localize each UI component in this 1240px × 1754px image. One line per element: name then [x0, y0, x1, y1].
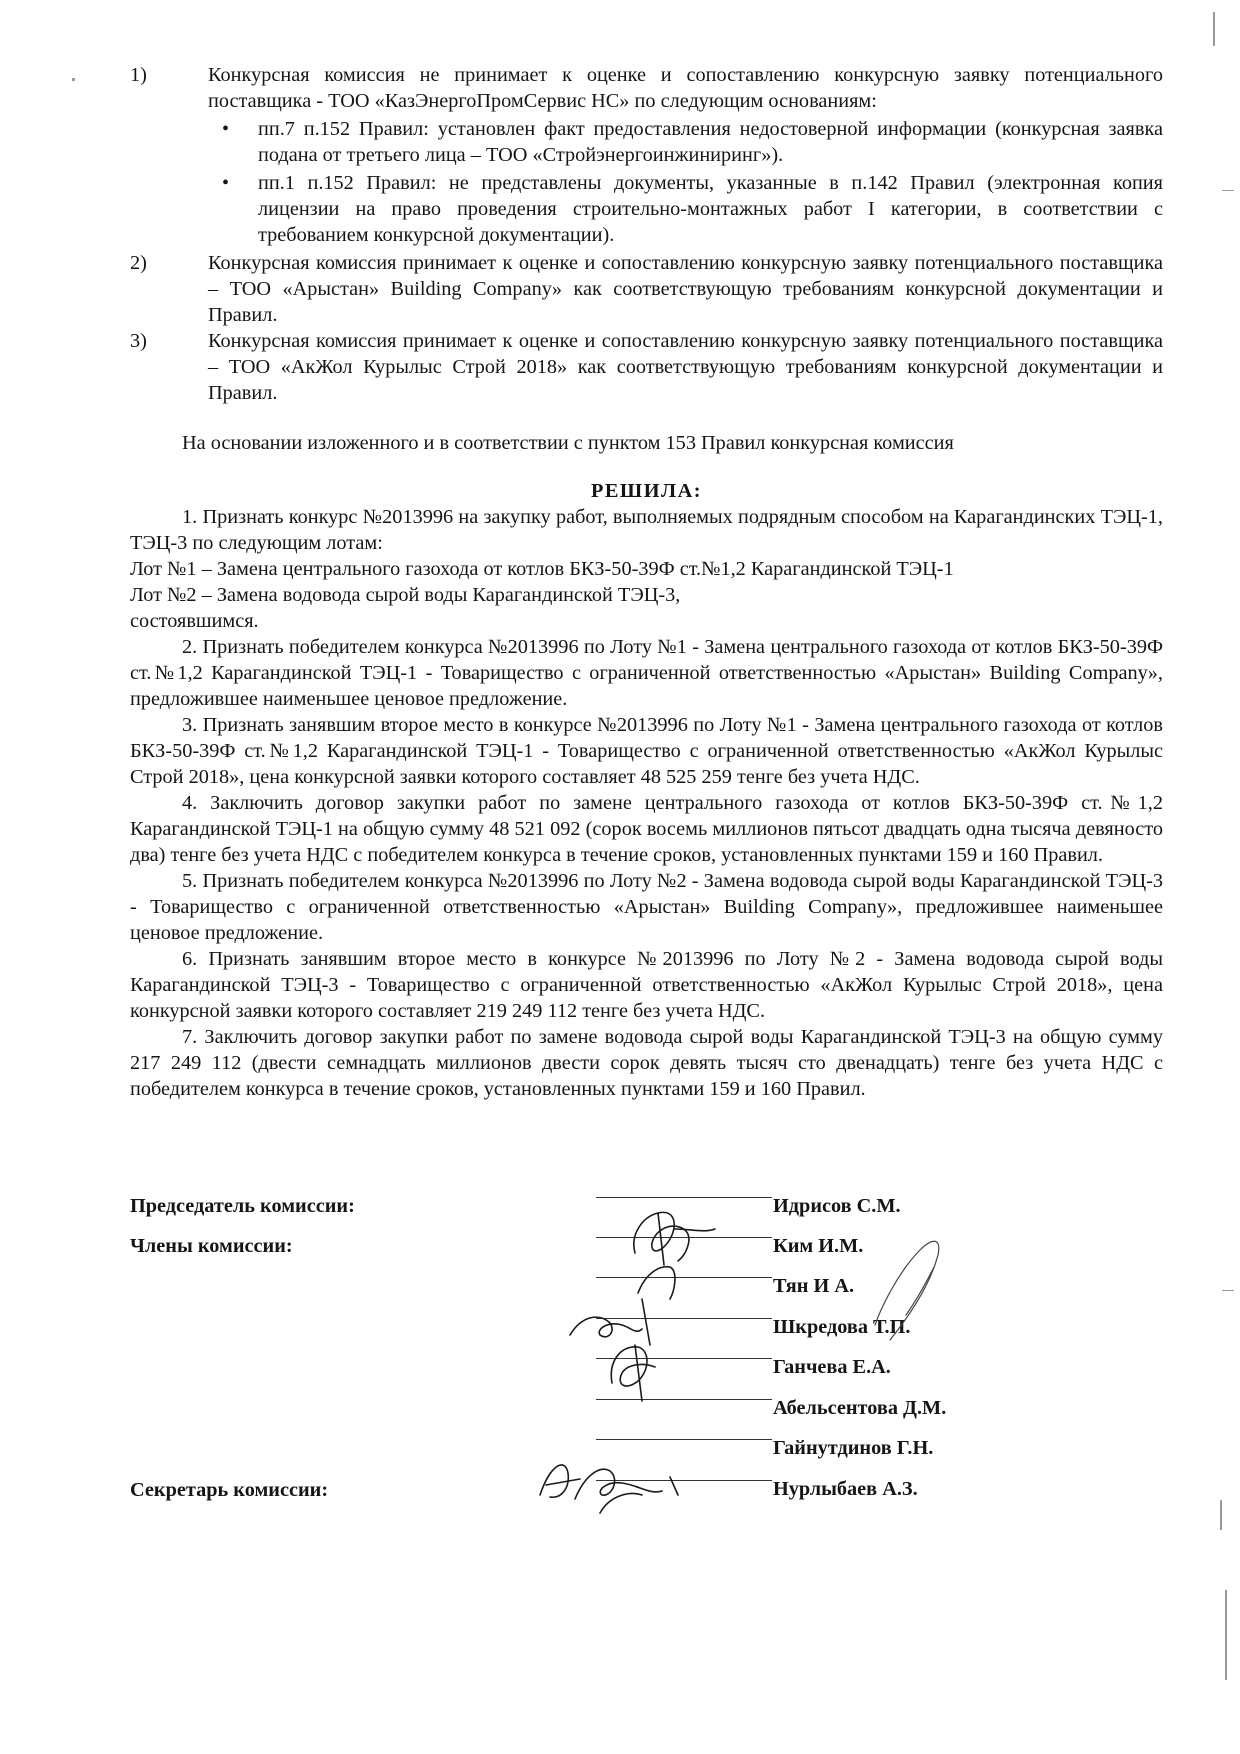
lot-1: Лот №1 – Замена центрального газохода от котлов БКЗ-50-39Ф ст.№1,2 Карагандинской ТЭЦ-1: [130, 558, 954, 580]
member-name: Гайнутдинов Г.Н.: [773, 1437, 934, 1459]
scan-edge-mark: [1220, 1500, 1222, 1530]
item-text: Конкурсная комиссия принимает к оценке и сопоставлению конкурсную заявку потенциального поставщика – ТОО «Арыстан» Building Company» как соответствующую требованиям конкурсной документации и Правил.: [208, 252, 1163, 326]
decision-6: 6. Признать занявшим второе место в конкурсе №2013996 по Лоту №2 - Замена водовода сырой воды Карагандинской ТЭЦ-3 - Товарищество с ограниченной ответственностью «АкЖол Курылыс Строй 2018», цена конкурсной заявки которого составляет 219 249 112 тенге без учета НДС.: [130, 948, 1163, 1022]
member-name: Ким И.М.: [773, 1235, 864, 1257]
decision-2: 2. Признать победителем конкурса №2013996 по Лоту №1 - Замена центрального газохода от котлов БКЗ-50-39Ф ст.№1,2 Карагандинской ТЭЦ-1 - Товарищество с ограниченной ответственностью «Арыстан» Building Company», предложившее наименьшее ценовое предложение.: [130, 636, 1163, 710]
decision-heading: РЕШИЛА:: [591, 480, 702, 502]
member-name: Шкредова Т.П.: [773, 1316, 911, 1338]
scan-edge-mark: [72, 78, 75, 81]
lot-conclusion: состоявшимся.: [130, 610, 259, 632]
scan-edge-mark: [1225, 1590, 1227, 1680]
member-name: Абельсентова Д.М.: [773, 1397, 947, 1419]
secretary-label: Секретарь комиссии:: [130, 1479, 329, 1501]
item-text: Конкурсная комиссия принимает к оценке и сопоставлению конкурсную заявку потенциального поставщика – ТОО «АкЖол Курылыс Строй 2018» как соответствующую требованиям конкурсной документации и Правил.: [208, 330, 1163, 404]
chairman-label: Председатель комиссии:: [130, 1195, 355, 1217]
member-name: Тян И А.: [773, 1275, 855, 1297]
paragraph-1: [130, 62, 1163, 114]
item-number: 1): [130, 64, 147, 86]
grounds-list: [130, 116, 1163, 248]
scan-edge-mark: [1222, 1290, 1234, 1291]
document-body: [130, 62, 1163, 1102]
item-number: 2): [130, 252, 147, 274]
handwritten-signatures: [130, 1195, 1163, 1525]
paragraph-3: [130, 328, 1163, 406]
item-text: Конкурсная комиссия не принимает к оценке и сопоставлению конкурсную заявку потенциального поставщика - ТОО «КазЭнергоПромСервис НС» по следующим основаниям:: [208, 64, 1163, 112]
member-name: Нурлыбаев А.З.: [773, 1478, 918, 1500]
signature-block: [130, 1195, 1163, 1525]
decision-1: 1. Признать конкурс №2013996 на закупку работ, выполняемых подрядным способом на Карагандинских ТЭЦ-1, ТЭЦ-3 по следующим лотам:: [130, 506, 1163, 554]
paragraph-2: [130, 250, 1163, 328]
decision-3: 3. Признать занявшим второе место в конкурсе №2013996 по Лоту №1 - Замена центрального газохода от котлов БКЗ-50-39Ф ст.№1,2 Карагандинской ТЭЦ-1 - Товарищество с ограниченной ответственностью «АкЖол Курылыс Строй 2018», цена конкурсной заявки которого составляет 48 525 259 тенге без учета НДС.: [130, 714, 1163, 788]
decision-5: 5. Признать победителем конкурса №2013996 по Лоту №2 - Замена водовода сырой воды Карагандинской ТЭЦ-3 - Товарищество с ограниченной ответственностью «Арыстан» Building Company», предложившее наименьшее ценовое предложение.: [130, 870, 1163, 944]
decision-4: 4. Заключить договор закупки работ по замене центрального газохода от котлов БКЗ-50-39Ф ст.№1,2 Карагандинской ТЭЦ-1 на общую сумму 48 521 092 (сорок восемь миллионов пятьсот двадцать одна тысяча девяносто два) тенге без учета НДС с победителем конкурса в течение сроков, установленных пунктами 159 и 160 Правил.: [130, 792, 1163, 866]
basis-paragraph: На основании изложенного и в соответствии с пунктом 153 Правил конкурсная комиссия: [182, 432, 954, 454]
members-label: Члены комиссии:: [130, 1235, 293, 1257]
item-number: 3): [130, 330, 147, 352]
list-item: • пп.7 п.152 Правил: установлен факт предоставления недостоверной информации (конкурсная заявка подана от третьего лица – ТОО «Стройэнергоинжиниринг»).: [130, 116, 1163, 168]
decision-7: 7. Заключить договор закупки работ по замене водовода сырой воды Карагандинской ТЭЦ-3 на общую сумму 217 249 112 (двести семнадцать миллионов двести сорок девять тысяч сто двенадцать) тенге без учета НДС с победителем конкурса в течение сроков, установленных пунктами 159 и 160 Правил.: [130, 1026, 1163, 1100]
member-name: Ганчева Е.А.: [773, 1356, 891, 1378]
scan-edge-mark: [1213, 12, 1215, 46]
list-item: • пп.1 п.152 Правил: не представлены документы, указанные в п.142 Правил (электронная копия лицензии на право проведения строительно-монтажных работ I категории, в соответствии с требованием конкурсной документации).: [130, 170, 1163, 248]
lot-2: Лот №2 – Замена водовода сырой воды Карагандинской ТЭЦ-3,: [130, 584, 681, 606]
member-name: Идрисов С.М.: [773, 1195, 901, 1217]
scan-edge-mark: [1222, 190, 1234, 191]
